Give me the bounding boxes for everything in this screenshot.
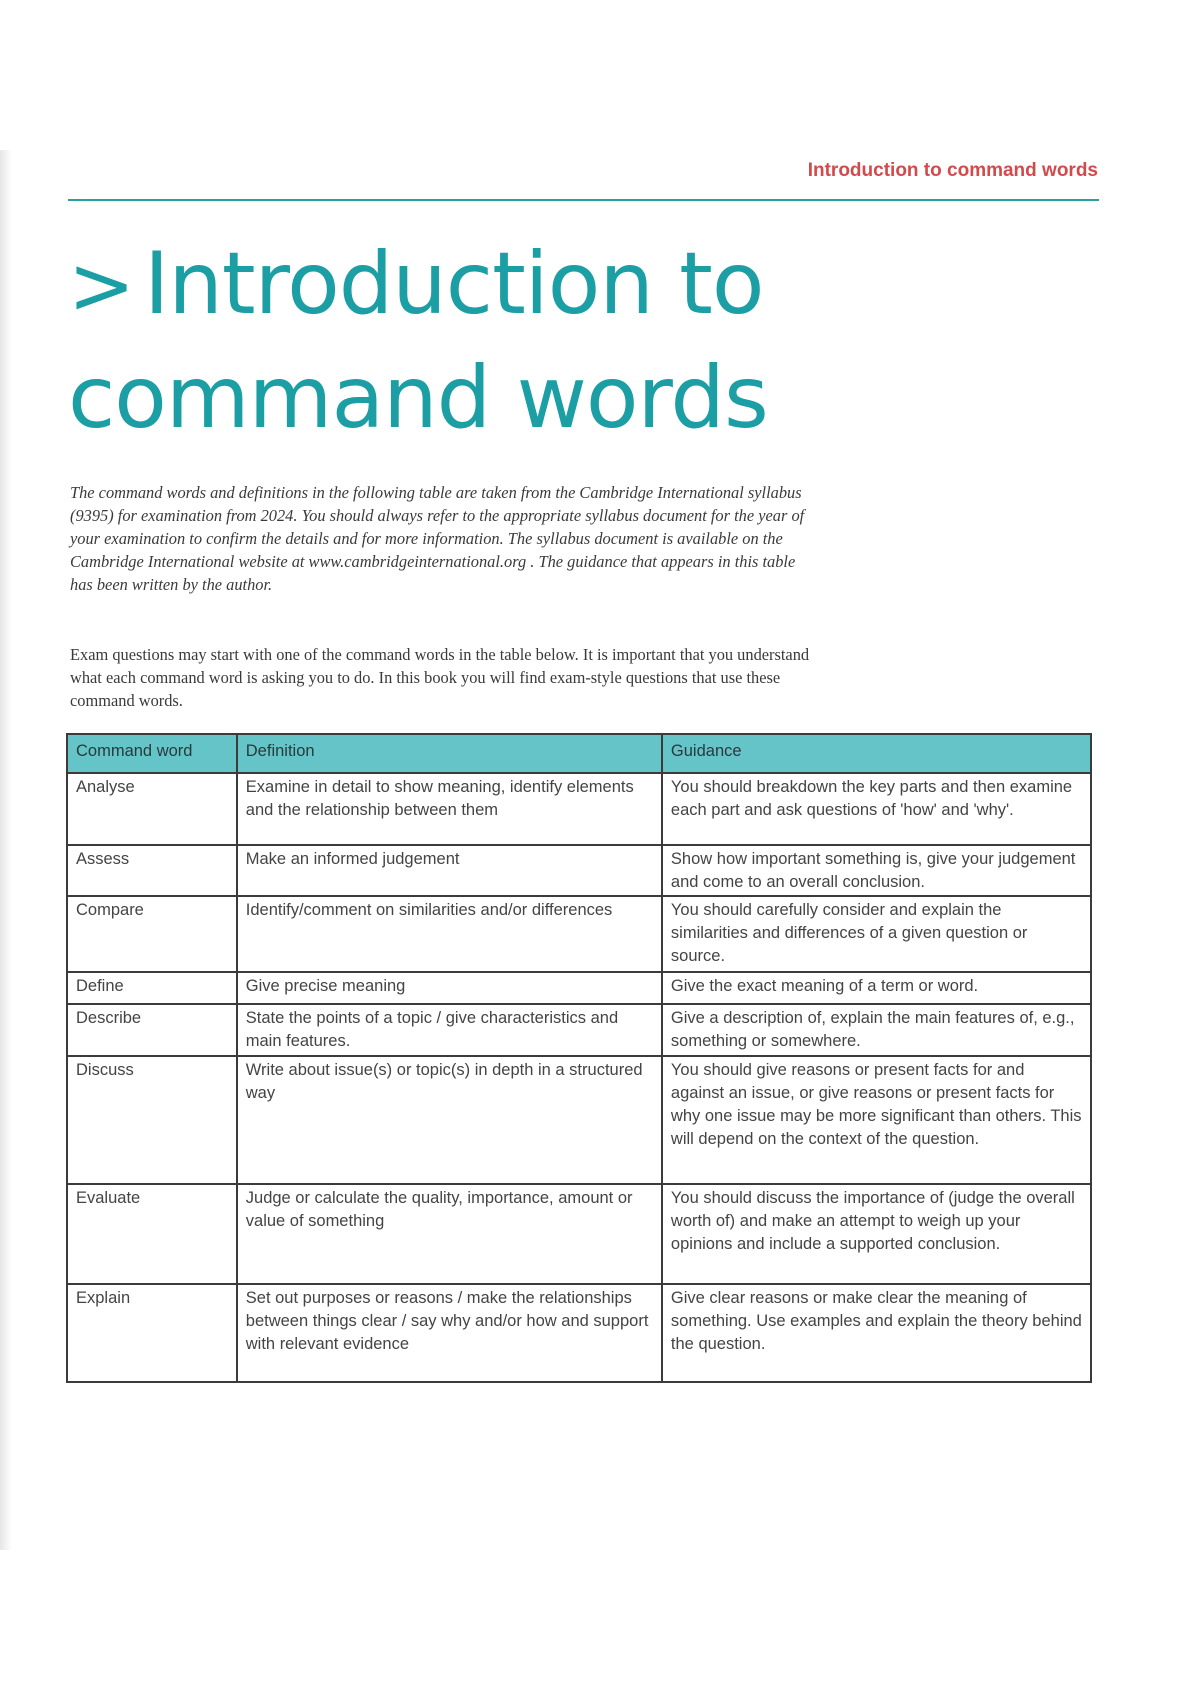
definition-cell: Write about issue(s) or topic(s) in depth in a structured way xyxy=(237,1056,662,1184)
definition-cell: State the points of a topic / give characteristics and main features. xyxy=(237,1004,662,1056)
definition-cell: Set out purposes or reasons / make the relationships between things clear / say why and/or how and support with relevant evidence xyxy=(237,1284,662,1382)
definition-cell: Examine in detail to show meaning, identify elements and the relationship between them xyxy=(237,773,662,845)
command-words-table xyxy=(66,733,1092,1383)
page-edge-shadow xyxy=(0,150,12,1550)
command-word-cell: Assess xyxy=(67,845,237,896)
table-row xyxy=(67,845,1091,896)
guidance-cell: Show how important something is, give your judgement and come to an overall conclusion. xyxy=(662,845,1091,896)
guidance-cell: Give clear reasons or make clear the meaning of something. Use examples and explain the theory behind the question. xyxy=(662,1284,1091,1382)
header-rule xyxy=(68,199,1099,201)
definition-cell: Make an informed judgement xyxy=(237,845,662,896)
command-word-cell: Analyse xyxy=(67,773,237,845)
command-word-cell: Describe xyxy=(67,1004,237,1056)
guidance-cell: You should discuss the importance of (judge the overall worth of) and make an attempt to weigh up your opinions and include a supported conclusion. xyxy=(662,1184,1091,1284)
table-row xyxy=(67,1056,1091,1184)
guidance-cell: Give a description of, explain the main features of, e.g., something or somewhere. xyxy=(662,1004,1091,1056)
table-row xyxy=(67,896,1091,972)
definition-cell: Judge or calculate the quality, importance, amount or value of something xyxy=(237,1184,662,1284)
table-row xyxy=(67,1004,1091,1056)
chevron-right-icon: > xyxy=(68,239,135,332)
table-row xyxy=(67,972,1091,1004)
title-line-2: command words xyxy=(68,348,768,448)
guidance-cell: You should give reasons or present facts for and against an issue, or give reasons or present facts for why one issue may be more significant than others. This will depend on the context of the question. xyxy=(662,1056,1091,1184)
header-guidance: Guidance xyxy=(662,734,1091,773)
title-line-1: Introduction to xyxy=(144,234,764,334)
header-command-word: Command word xyxy=(67,734,237,773)
command-word-cell: Evaluate xyxy=(67,1184,237,1284)
guidance-cell: Give the exact meaning of a term or word. xyxy=(662,972,1091,1004)
command-word-cell: Compare xyxy=(67,896,237,972)
table-row xyxy=(67,773,1091,845)
command-word-cell: Define xyxy=(67,972,237,1004)
intro-paragraph: Exam questions may start with one of the command words in the table below. It is important that you understand what each command word is asking you to do. In this book you will find exam-style questions that use these command words. xyxy=(70,645,810,710)
definition-cell: Give precise meaning xyxy=(237,972,662,1004)
table-row xyxy=(67,1184,1091,1284)
guidance-cell: You should breakdown the key parts and then examine each part and ask questions of 'how' and 'why'. xyxy=(662,773,1091,845)
table-header-row xyxy=(67,734,1091,773)
definition-cell: Identify/comment on similarities and/or differences xyxy=(237,896,662,972)
command-word-cell: Explain xyxy=(67,1284,237,1382)
page-title xyxy=(68,228,1018,454)
running-head: Introduction to command words xyxy=(807,160,1098,181)
guidance-cell: You should carefully consider and explain the similarities and differences of a given question or source. xyxy=(662,896,1091,972)
command-word-cell: Discuss xyxy=(67,1056,237,1184)
header-definition: Definition xyxy=(237,734,662,773)
table-row xyxy=(67,1284,1091,1382)
intro-source-note: The command words and definitions in the following table are taken from the Cambridge International syllabus (9395) for examination from 2024. You should always refer to the appropriate syllabus document for the year of your examination to confirm the details and for more information. The syllabus document is available on the Cambridge International website at www.cambridgeinternational.org . The guidance that appears in this table has been written by the author. xyxy=(70,483,805,594)
